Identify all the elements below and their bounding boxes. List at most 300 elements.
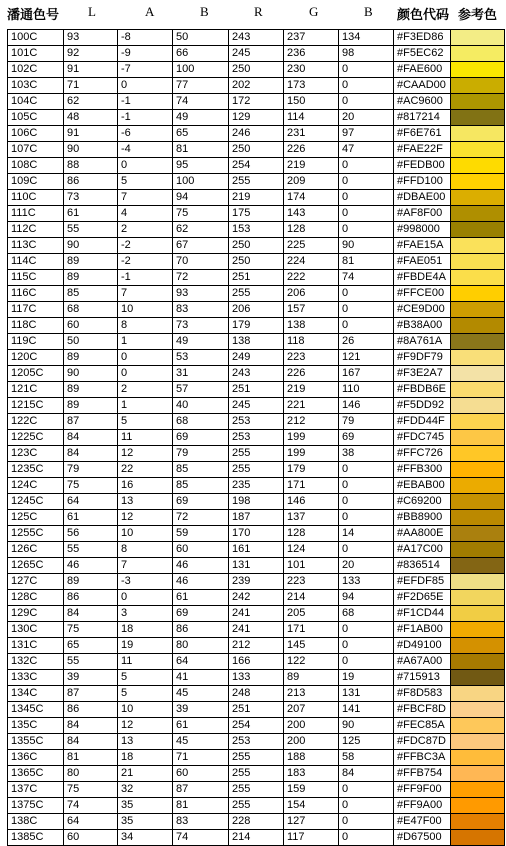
- cell-hex-code: #B38A00: [394, 318, 451, 334]
- reference-color-swatch: [451, 670, 505, 686]
- cell-g: 209: [284, 174, 339, 190]
- cell-g: 114: [284, 110, 339, 126]
- col-header-code: 颜色代码: [397, 8, 450, 23]
- cell-r: 251: [229, 702, 284, 718]
- cell-pantone-name: 1215C: [8, 398, 64, 414]
- cell-hex-code: #A67A00: [394, 654, 451, 670]
- table-row: [8, 606, 505, 622]
- table-row: [8, 766, 505, 782]
- cell-b-value: 0: [339, 478, 394, 494]
- cell-pantone-name: 105C: [8, 110, 64, 126]
- table-row: [8, 238, 505, 254]
- reference-color-swatch: [451, 270, 505, 286]
- cell-pantone-name: 104C: [8, 94, 64, 110]
- cell-hex-code: #FAE600: [394, 62, 451, 78]
- cell-pantone-name: 121C: [8, 382, 64, 398]
- reference-color-swatch: [451, 366, 505, 382]
- cell-hex-code: #FBCF8D: [394, 702, 451, 718]
- cell-g: 183: [284, 766, 339, 782]
- cell-hex-code: #E47F00: [394, 814, 451, 830]
- cell-g: 171: [284, 622, 339, 638]
- cell-b-value: 0: [339, 78, 394, 94]
- cell-hex-code: #FFBC3A: [394, 750, 451, 766]
- table-row: [8, 574, 505, 590]
- cell-b-value: 26: [339, 334, 394, 350]
- cell-b: 60: [173, 766, 229, 782]
- cell-b: 83: [173, 302, 229, 318]
- table-row: [8, 510, 505, 526]
- cell-l: 64: [64, 814, 118, 830]
- cell-pantone-name: 124C: [8, 478, 64, 494]
- cell-l: 84: [64, 718, 118, 734]
- cell-pantone-name: 106C: [8, 126, 64, 142]
- reference-color-swatch: [451, 190, 505, 206]
- cell-r: 179: [229, 318, 284, 334]
- cell-b: 94: [173, 190, 229, 206]
- cell-r: 248: [229, 686, 284, 702]
- cell-a: 5: [118, 670, 173, 686]
- cell-hex-code: #D49100: [394, 638, 451, 654]
- cell-g: 230: [284, 62, 339, 78]
- cell-l: 89: [64, 270, 118, 286]
- cell-r: 255: [229, 750, 284, 766]
- cell-b: 100: [173, 174, 229, 190]
- cell-a: 35: [118, 814, 173, 830]
- cell-r: 170: [229, 526, 284, 542]
- reference-color-swatch: [451, 526, 505, 542]
- cell-r: 172: [229, 94, 284, 110]
- cell-pantone-name: 134C: [8, 686, 64, 702]
- cell-g: 159: [284, 782, 339, 798]
- cell-pantone-name: 1245C: [8, 494, 64, 510]
- table-row: [8, 366, 505, 382]
- cell-a: -4: [118, 142, 173, 158]
- reference-color-swatch: [451, 750, 505, 766]
- cell-g: 223: [284, 574, 339, 590]
- cell-r: 253: [229, 414, 284, 430]
- reference-color-swatch: [451, 174, 505, 190]
- cell-hex-code: #836514: [394, 558, 451, 574]
- cell-hex-code: #EBAB00: [394, 478, 451, 494]
- cell-a: 10: [118, 526, 173, 542]
- cell-b-value: 131: [339, 686, 394, 702]
- cell-b-value: 0: [339, 510, 394, 526]
- cell-g: 173: [284, 78, 339, 94]
- cell-b-value: 134: [339, 30, 394, 46]
- cell-b-value: 69: [339, 430, 394, 446]
- cell-a: -8: [118, 30, 173, 46]
- cell-pantone-name: 130C: [8, 622, 64, 638]
- cell-a: 3: [118, 606, 173, 622]
- table-row: [8, 430, 505, 446]
- reference-color-swatch: [451, 158, 505, 174]
- cell-l: 60: [64, 318, 118, 334]
- cell-g: 200: [284, 718, 339, 734]
- cell-r: 250: [229, 142, 284, 158]
- cell-pantone-name: 100C: [8, 30, 64, 46]
- cell-b: 74: [173, 830, 229, 846]
- table-row: [8, 318, 505, 334]
- table-row: [8, 478, 505, 494]
- cell-hex-code: #FDD44F: [394, 414, 451, 430]
- cell-hex-code: #F1CD44: [394, 606, 451, 622]
- table-row: [8, 734, 505, 750]
- cell-pantone-name: 132C: [8, 654, 64, 670]
- cell-pantone-name: 1345C: [8, 702, 64, 718]
- cell-r: 250: [229, 62, 284, 78]
- col-header-r: R: [254, 4, 263, 19]
- cell-g: 127: [284, 814, 339, 830]
- cell-b-value: 0: [339, 622, 394, 638]
- cell-a: 0: [118, 366, 173, 382]
- col-header-l: L: [88, 4, 96, 19]
- cell-b: 68: [173, 414, 229, 430]
- cell-r: 255: [229, 798, 284, 814]
- cell-b-value: 81: [339, 254, 394, 270]
- cell-hex-code: #F8D583: [394, 686, 451, 702]
- cell-pantone-name: 129C: [8, 606, 64, 622]
- table-row: [8, 686, 505, 702]
- cell-hex-code: #FDC745: [394, 430, 451, 446]
- cell-a: 0: [118, 78, 173, 94]
- table-row: [8, 30, 505, 46]
- cell-b-value: 0: [339, 190, 394, 206]
- cell-r: 255: [229, 174, 284, 190]
- cell-hex-code: #F3ED86: [394, 30, 451, 46]
- cell-b: 72: [173, 270, 229, 286]
- cell-a: 7: [118, 286, 173, 302]
- cell-b: 69: [173, 606, 229, 622]
- cell-pantone-name: 116C: [8, 286, 64, 302]
- cell-hex-code: #FFC726: [394, 446, 451, 462]
- cell-hex-code: #F9DF79: [394, 350, 451, 366]
- cell-pantone-name: 110C: [8, 190, 64, 206]
- cell-b-value: 79: [339, 414, 394, 430]
- cell-a: 13: [118, 494, 173, 510]
- cell-b-value: 74: [339, 270, 394, 286]
- cell-a: 8: [118, 318, 173, 334]
- cell-a: -7: [118, 62, 173, 78]
- cell-b: 86: [173, 622, 229, 638]
- table-row: [8, 142, 505, 158]
- cell-b: 59: [173, 526, 229, 542]
- table-row: [8, 270, 505, 286]
- cell-a: 13: [118, 734, 173, 750]
- cell-l: 90: [64, 238, 118, 254]
- cell-r: 250: [229, 238, 284, 254]
- cell-pantone-name: 107C: [8, 142, 64, 158]
- cell-l: 61: [64, 510, 118, 526]
- cell-pantone-name: 102C: [8, 62, 64, 78]
- table-row: [8, 78, 505, 94]
- cell-r: 212: [229, 638, 284, 654]
- reference-color-swatch: [451, 398, 505, 414]
- reference-color-swatch: [451, 462, 505, 478]
- cell-a: 5: [118, 686, 173, 702]
- table-row: [8, 158, 505, 174]
- cell-pantone-name: 1225C: [8, 430, 64, 446]
- cell-l: 91: [64, 126, 118, 142]
- cell-r: 241: [229, 622, 284, 638]
- cell-l: 89: [64, 350, 118, 366]
- cell-l: 75: [64, 478, 118, 494]
- table-row: [8, 190, 505, 206]
- cell-g: 138: [284, 318, 339, 334]
- cell-hex-code: #EFDF85: [394, 574, 451, 590]
- cell-pantone-name: 103C: [8, 78, 64, 94]
- cell-l: 92: [64, 46, 118, 62]
- cell-g: 219: [284, 158, 339, 174]
- cell-hex-code: #F1AB00: [394, 622, 451, 638]
- cell-hex-code: #FBDB6E: [394, 382, 451, 398]
- cell-b: 74: [173, 94, 229, 110]
- cell-b-value: 0: [339, 286, 394, 302]
- cell-r: 255: [229, 462, 284, 478]
- table-row: [8, 446, 505, 462]
- cell-a: 34: [118, 830, 173, 846]
- cell-b-value: 141: [339, 702, 394, 718]
- reference-color-swatch: [451, 718, 505, 734]
- cell-l: 93: [64, 30, 118, 46]
- cell-a: 19: [118, 638, 173, 654]
- cell-l: 46: [64, 558, 118, 574]
- cell-a: 2: [118, 382, 173, 398]
- cell-b-value: 0: [339, 174, 394, 190]
- cell-l: 81: [64, 750, 118, 766]
- cell-r: 250: [229, 254, 284, 270]
- table-row: [8, 62, 505, 78]
- cell-hex-code: #FAE22F: [394, 142, 451, 158]
- cell-a: -1: [118, 110, 173, 126]
- cell-pantone-name: 1235C: [8, 462, 64, 478]
- reference-color-swatch: [451, 382, 505, 398]
- cell-b-value: 0: [339, 318, 394, 334]
- cell-g: 171: [284, 478, 339, 494]
- cell-l: 88: [64, 158, 118, 174]
- cell-hex-code: #C69200: [394, 494, 451, 510]
- cell-pantone-name: 119C: [8, 334, 64, 350]
- cell-a: 7: [118, 558, 173, 574]
- cell-b: 83: [173, 814, 229, 830]
- cell-b: 80: [173, 638, 229, 654]
- cell-b: 60: [173, 542, 229, 558]
- cell-r: 138: [229, 334, 284, 350]
- cell-r: 245: [229, 398, 284, 414]
- cell-g: 214: [284, 590, 339, 606]
- cell-r: 255: [229, 782, 284, 798]
- cell-hex-code: #FFCE00: [394, 286, 451, 302]
- cell-b: 65: [173, 126, 229, 142]
- cell-pantone-name: 137C: [8, 782, 64, 798]
- cell-pantone-name: 113C: [8, 238, 64, 254]
- cell-b: 85: [173, 478, 229, 494]
- cell-r: 228: [229, 814, 284, 830]
- cell-pantone-name: 135C: [8, 718, 64, 734]
- cell-b-value: 0: [339, 798, 394, 814]
- table-row: [8, 286, 505, 302]
- cell-g: 226: [284, 366, 339, 382]
- cell-l: 50: [64, 334, 118, 350]
- cell-hex-code: #8A761A: [394, 334, 451, 350]
- cell-l: 55: [64, 222, 118, 238]
- cell-a: 0: [118, 158, 173, 174]
- cell-b: 79: [173, 446, 229, 462]
- cell-l: 87: [64, 414, 118, 430]
- cell-g: 150: [284, 94, 339, 110]
- table-row: [8, 46, 505, 62]
- cell-hex-code: #FAE051: [394, 254, 451, 270]
- table-row: [8, 830, 505, 846]
- reference-color-swatch: [451, 78, 505, 94]
- cell-l: 55: [64, 542, 118, 558]
- cell-pantone-name: 108C: [8, 158, 64, 174]
- cell-l: 48: [64, 110, 118, 126]
- cell-hex-code: #AC9600: [394, 94, 451, 110]
- cell-g: 137: [284, 510, 339, 526]
- reference-color-swatch: [451, 94, 505, 110]
- cell-b-value: 0: [339, 542, 394, 558]
- cell-l: 84: [64, 734, 118, 750]
- reference-color-swatch: [451, 334, 505, 350]
- cell-pantone-name: 128C: [8, 590, 64, 606]
- cell-b-value: 90: [339, 238, 394, 254]
- cell-pantone-name: 123C: [8, 446, 64, 462]
- cell-b: 45: [173, 686, 229, 702]
- cell-b: 39: [173, 702, 229, 718]
- cell-b: 41: [173, 670, 229, 686]
- cell-hex-code: #CAAD00: [394, 78, 451, 94]
- table-row: [8, 206, 505, 222]
- reference-color-swatch: [451, 590, 505, 606]
- cell-pantone-name: 1265C: [8, 558, 64, 574]
- reference-color-swatch: [451, 254, 505, 270]
- cell-g: 222: [284, 270, 339, 286]
- cell-b-value: 47: [339, 142, 394, 158]
- cell-a: -9: [118, 46, 173, 62]
- cell-l: 86: [64, 174, 118, 190]
- cell-r: 161: [229, 542, 284, 558]
- reference-color-swatch: [451, 830, 505, 846]
- cell-b-value: 84: [339, 766, 394, 782]
- cell-a: 12: [118, 446, 173, 462]
- cell-l: 89: [64, 382, 118, 398]
- cell-b-value: 0: [339, 206, 394, 222]
- col-header-g: G: [309, 4, 319, 19]
- cell-l: 84: [64, 430, 118, 446]
- cell-pantone-name: 111C: [8, 206, 64, 222]
- cell-b: 77: [173, 78, 229, 94]
- cell-b: 61: [173, 590, 229, 606]
- table-row: [8, 590, 505, 606]
- cell-hex-code: #FF9F00: [394, 782, 451, 798]
- cell-l: 80: [64, 766, 118, 782]
- cell-b-value: 20: [339, 558, 394, 574]
- cell-pantone-name: 118C: [8, 318, 64, 334]
- table-row: [8, 814, 505, 830]
- cell-a: -1: [118, 270, 173, 286]
- cell-g: 188: [284, 750, 339, 766]
- cell-b: 73: [173, 318, 229, 334]
- cell-hex-code: #CE9D00: [394, 302, 451, 318]
- table-row: [8, 654, 505, 670]
- cell-a: 12: [118, 510, 173, 526]
- cell-b-value: 68: [339, 606, 394, 622]
- cell-a: -2: [118, 238, 173, 254]
- cell-pantone-name: 1375C: [8, 798, 64, 814]
- table-row: [8, 462, 505, 478]
- cell-b: 70: [173, 254, 229, 270]
- cell-l: 61: [64, 206, 118, 222]
- reference-color-swatch: [451, 654, 505, 670]
- table-row: [8, 350, 505, 366]
- cell-pantone-name: 120C: [8, 350, 64, 366]
- cell-a: 5: [118, 174, 173, 190]
- cell-l: 84: [64, 606, 118, 622]
- cell-a: 11: [118, 430, 173, 446]
- reference-color-swatch: [451, 46, 505, 62]
- cell-g: 219: [284, 382, 339, 398]
- cell-l: 75: [64, 622, 118, 638]
- cell-a: -3: [118, 574, 173, 590]
- cell-a: -6: [118, 126, 173, 142]
- table-row: [8, 494, 505, 510]
- cell-l: 90: [64, 366, 118, 382]
- cell-g: 200: [284, 734, 339, 750]
- reference-color-swatch: [451, 30, 505, 46]
- cell-hex-code: #F3E2A7: [394, 366, 451, 382]
- cell-g: 212: [284, 414, 339, 430]
- cell-hex-code: #715913: [394, 670, 451, 686]
- cell-hex-code: #F5EC62: [394, 46, 451, 62]
- cell-hex-code: #AA800E: [394, 526, 451, 542]
- cell-a: 1: [118, 398, 173, 414]
- reference-color-swatch: [451, 734, 505, 750]
- cell-r: 253: [229, 734, 284, 750]
- cell-r: 129: [229, 110, 284, 126]
- cell-b-value: 94: [339, 590, 394, 606]
- cell-a: 2: [118, 222, 173, 238]
- reference-color-swatch: [451, 222, 505, 238]
- cell-b-value: 121: [339, 350, 394, 366]
- cell-r: 187: [229, 510, 284, 526]
- reference-color-swatch: [451, 350, 505, 366]
- cell-hex-code: #FFB300: [394, 462, 451, 478]
- cell-g: 154: [284, 798, 339, 814]
- table-row: [8, 174, 505, 190]
- cell-r: 206: [229, 302, 284, 318]
- cell-b-value: 38: [339, 446, 394, 462]
- reference-color-swatch: [451, 430, 505, 446]
- cell-g: 224: [284, 254, 339, 270]
- cell-pantone-name: 1205C: [8, 366, 64, 382]
- reference-color-swatch: [451, 702, 505, 718]
- cell-b-value: 20: [339, 110, 394, 126]
- cell-l: 85: [64, 286, 118, 302]
- col-header-name: 潘通色号: [7, 8, 60, 23]
- cell-a: 4: [118, 206, 173, 222]
- cell-b: 46: [173, 574, 229, 590]
- cell-pantone-name: 112C: [8, 222, 64, 238]
- cell-r: 198: [229, 494, 284, 510]
- cell-g: 174: [284, 190, 339, 206]
- cell-g: 101: [284, 558, 339, 574]
- cell-g: 117: [284, 830, 339, 846]
- cell-l: 84: [64, 446, 118, 462]
- table-row: [8, 702, 505, 718]
- cell-g: 199: [284, 446, 339, 462]
- cell-b: 87: [173, 782, 229, 798]
- cell-r: 254: [229, 158, 284, 174]
